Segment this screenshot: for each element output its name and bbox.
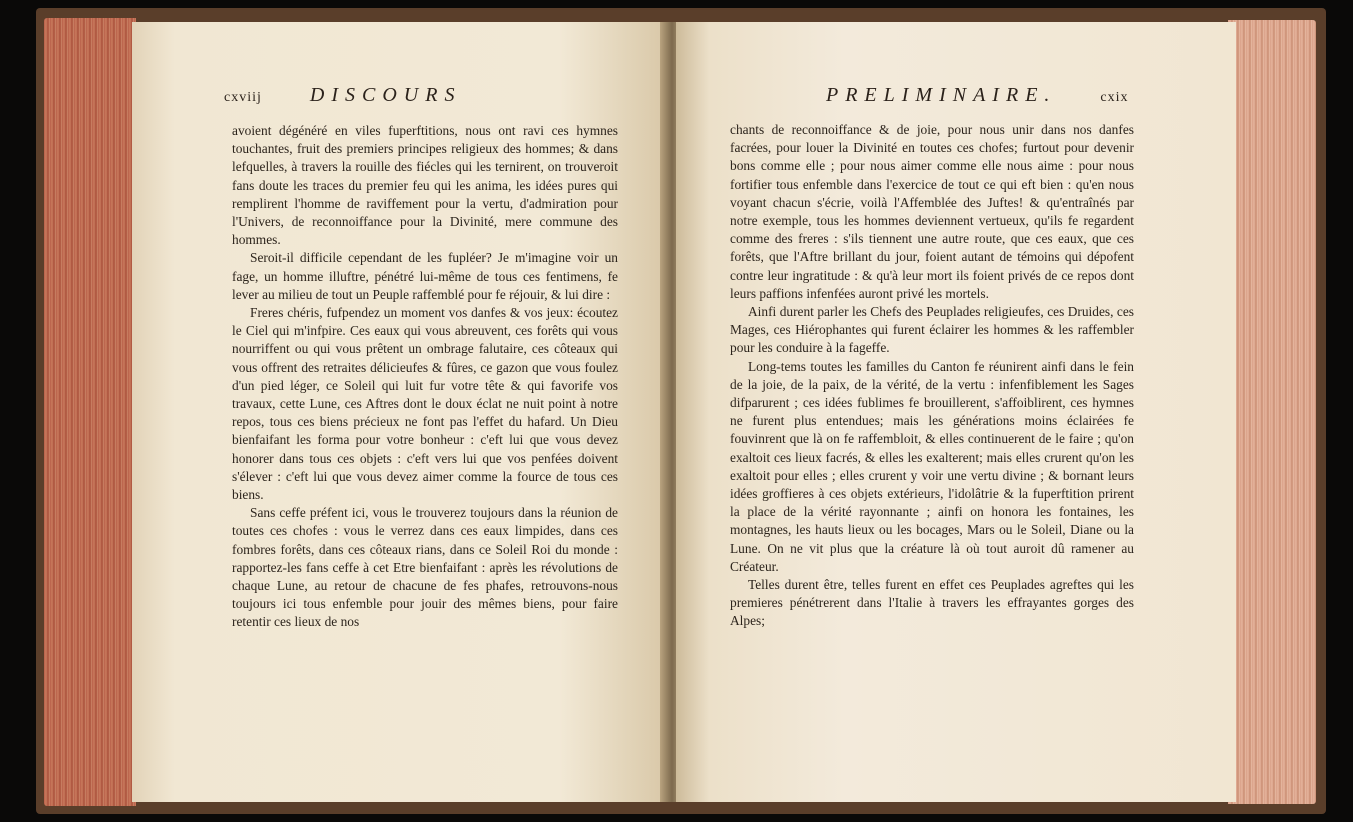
left-page bbox=[132, 22, 666, 802]
paragraph: Ainfi durent parler les Chefs des Peuplades religieufes, ces Druides, ces Mages, ces Hiérophantes qui furent éclairer les hommes & les raffembler pour les conduire à la fageffe. bbox=[730, 304, 1134, 356]
right-page-header bbox=[826, 84, 1129, 107]
paragraph: avoient dégénéré en viles fuperftitions, nous ont ravi ces hymnes touchantes, fruit des premiers principes religieux des hommes; & dans lefquelles, à travers la rouille des fiécles qui les ternirent, on trouveroit fans doute les traces du premier feu qui les anima, les idées pures qui remplirent l'homme de raviffement pour la vertu, d'admiration pour l'Univers, de reconnoiffance pour la Divinité, mere commune des hommes. bbox=[232, 123, 618, 248]
paragraph: Long-tems toutes les familles du Canton fe réunirent ainfi dans le fein de la joie, de la paix, de la vérité, de la vertu : infenfiblement les Sages difparurent ; ces idées fublimes fe brouillerent, s'affoiblirent, ces hymnes ne furent plus entendues; mais les générations moins éclairées fe fouvinrent que là on fe raffembloit, & elles continuerent de le faire ; qu'on exaltoit ces lieux facrés, & elles les exalterent; mais elles crurent qu'on les exaltoit pour elles ; elles crurent y voir une vertu divine ; & bornant leurs idées groffieres à ces objets extérieurs, l'idolâtrie & la fuperftition prirent la place de la vérité rayonnante ; ainfi on honora les fontaines, les montagnes, les hauts lieux ou les bocages, Mars ou le Soleil, Diane ou la Lune. On ne vit plus que la créature là où tout auroit dû ramener au Créateur. bbox=[730, 358, 1134, 574]
right-page-text bbox=[730, 121, 1134, 631]
paragraph: Freres chéris, fufpendez un moment vos danfes & vos jeux: écoutez le Ciel qui m'infpire. Ces eaux qui vous abreuvent, ces forêts qui vous nourriffent ou qui vous prêtent un ombrage falutaire, ces côteaux qui vous offrent des retraites délicieufes & fûres, ce gazon que vous foulez d'un pied léger, ce Soleil qui luit fur votre tête & qui favorife vos travaux, cette Lune, ces Aftres dont le doux éclat ne nuit point à notre repos, tous ces biens précieux ne font pas l'effet du hafard. Un Dieu bienfaifant les forma pour votre bonheur : c'eft lui que vous devez honorer dans tous ces objets : c'eft vers lui que vos penfées doivent s'élever : c'eft lui que vous devez aimer comme la fource de tous ces biens. bbox=[232, 305, 618, 503]
right-page bbox=[676, 22, 1236, 802]
right-page-edges bbox=[1228, 20, 1316, 804]
left-page-header bbox=[224, 84, 461, 107]
right-page-number: cxix bbox=[1100, 90, 1129, 105]
left-page-edges bbox=[44, 18, 136, 806]
paragraph: Sans ceffe préfent ici, vous le trouverez toujours dans la réunion de toutes ces chofes : vous le verrez dans ces eaux limpides, dans ces fombres forêts, dans ces côteaux rians, dans ce Soleil Roi du monde : rapportez-les fans ceffe à cet Etre bienfaifant : après les révolutions de chaque Lune, au retour de chacune de fes phafes, retrouvons-nous toujours ici tous enfemble pour jouir des mêmes biens, pour faire retentir ces lieux de nos bbox=[232, 505, 618, 630]
paragraph: Seroit-il difficile cependant de les fupléer? Je m'imagine voir un fage, un homme illuftre, pénétré lui-même de tous ces fentimens, fe lever au milieu de tout un Peuple raffemblé pour fe réjouir, & lui dire : bbox=[232, 250, 618, 302]
paragraph: chants de reconnoiffance & de joie, pour nous unir dans nos danfes facrées, pour louer la Divinité en toutes ces chofes; furtout pour devenir bons comme elle ; pour nous aimer comme elle nous aime : pour nous fortifier tous enfemble dans l'exercice de tout ce qui eft bien : qu'en nous voyant chacun s'écrie, voilà l'Affemblée des Juftes! & qu'entraînés par notre exemple, tous les hommes deviennent vertueux, qu'ils fe regardent comme des freres : s'ils tiennent une autre route, que ces eaux, que ces forêts, que l'Aftre brillant du jour, foient autant de témoins qui dépofent contre leur ingratitude : & qu'à leur mort ils foient privés de ce repos dont leurs paffions infenfées auront privé les mortels. bbox=[730, 122, 1134, 301]
left-page-number: cxviij bbox=[224, 90, 262, 105]
left-page-text bbox=[232, 122, 618, 632]
paragraph: Telles durent être, telles furent en effet ces Peuplades agreftes qui les premieres pénétrerent dans l'Italie à travers les effrayantes gorges des Alpes; bbox=[730, 577, 1134, 629]
left-running-title: DISCOURS bbox=[309, 84, 462, 106]
right-running-title: PRELIMINAIRE. bbox=[826, 84, 1057, 106]
